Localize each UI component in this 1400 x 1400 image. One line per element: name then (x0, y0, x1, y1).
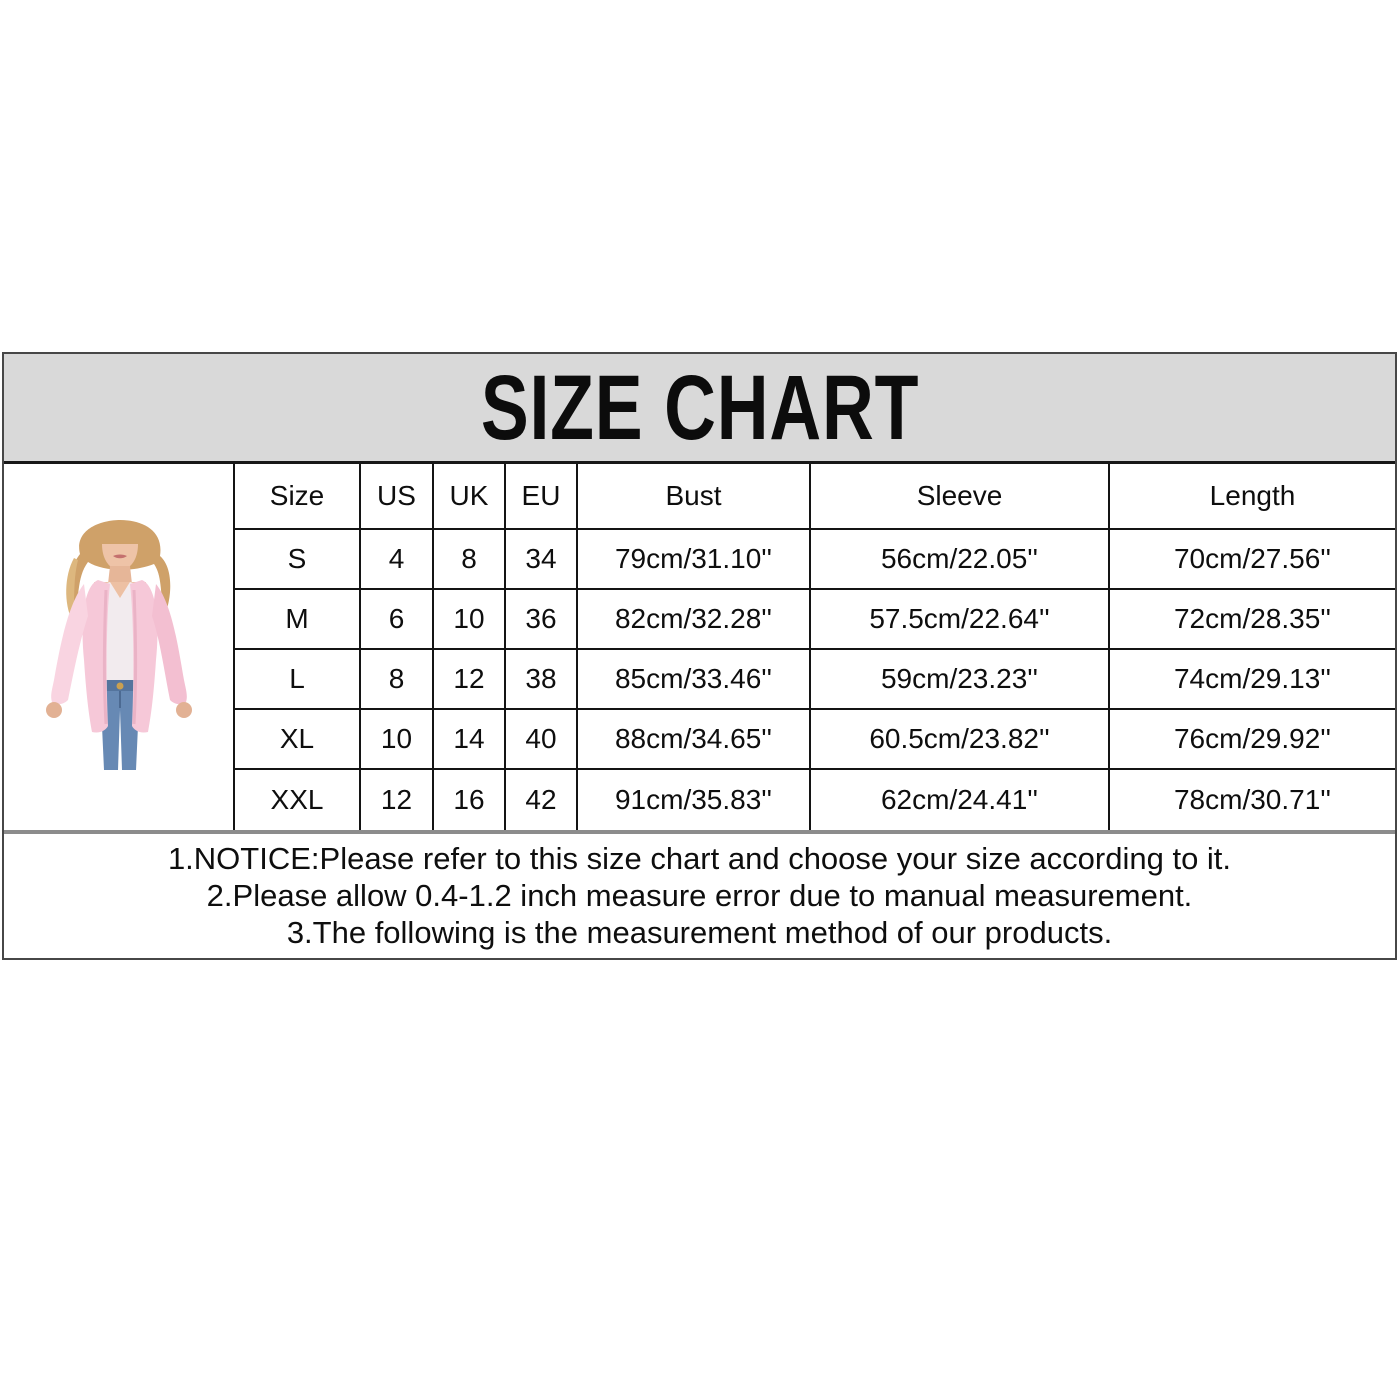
model-illustration (14, 520, 226, 772)
table-cell: 10 (434, 590, 506, 650)
table-cell: 76cm/29.92'' (1110, 710, 1395, 770)
table-cell: 12 (361, 770, 434, 830)
table-cell: 74cm/29.13'' (1110, 650, 1395, 710)
size-label-cell: S (235, 530, 361, 590)
notice-block (4, 834, 1395, 958)
notice-line-3: 3.The following is the measurement method of our products. (286, 914, 1113, 950)
table-cell: 8 (434, 530, 506, 590)
header-size: Size (235, 464, 361, 530)
size-label-cell: XL (235, 710, 361, 770)
table-cell: 12 (434, 650, 506, 710)
notice-line-2: 2.Please allow 0.4-1.2 inch measure error due to manual measurement. (206, 877, 1193, 913)
size-label-cell: L (235, 650, 361, 710)
table-cell: 42 (506, 770, 578, 830)
table-cell: 85cm/33.46'' (578, 650, 811, 710)
table-cell: 57.5cm/22.64'' (811, 590, 1110, 650)
table-cell: 36 (506, 590, 578, 650)
header-us: US (361, 464, 434, 530)
product-photo (4, 464, 235, 830)
size-chart-table (235, 464, 1395, 830)
table-cell: 38 (506, 650, 578, 710)
table-cell: 16 (434, 770, 506, 830)
table-cell: 8 (361, 650, 434, 710)
table-cell: 91cm/35.83'' (578, 770, 811, 830)
table-cell: 79cm/31.10'' (578, 530, 811, 590)
table-cell: 59cm/23.23'' (811, 650, 1110, 710)
table-cell: 10 (361, 710, 434, 770)
table-cell: 88cm/34.65'' (578, 710, 811, 770)
size-label-cell: XXL (235, 770, 361, 830)
page-title: SIZE CHART (480, 356, 919, 459)
table-cell: 34 (506, 530, 578, 590)
table-cell: 60.5cm/23.82'' (811, 710, 1110, 770)
header-length: Length (1110, 464, 1395, 530)
notice-line-1: 1.NOTICE:Please refer to this size chart and choose your size according to it. (167, 840, 1232, 876)
header-eu: EU (506, 464, 578, 530)
table-cell: 4 (361, 530, 434, 590)
table-cell: 40 (506, 710, 578, 770)
header-sleeve: Sleeve (811, 464, 1110, 530)
table-cell: 6 (361, 590, 434, 650)
title-band (4, 354, 1395, 464)
table-cell: 82cm/32.28'' (578, 590, 811, 650)
table-and-photo-row (4, 464, 1395, 834)
table-cell: 70cm/27.56'' (1110, 530, 1395, 590)
header-bust: Bust (578, 464, 811, 530)
table-cell: 72cm/28.35'' (1110, 590, 1395, 650)
table-cell: 62cm/24.41'' (811, 770, 1110, 830)
table-cell: 14 (434, 710, 506, 770)
table-cell: 56cm/22.05'' (811, 530, 1110, 590)
size-label-cell: M (235, 590, 361, 650)
table-cell: 78cm/30.71'' (1110, 770, 1395, 830)
header-uk: UK (434, 464, 506, 530)
size-chart-panel (2, 352, 1397, 960)
